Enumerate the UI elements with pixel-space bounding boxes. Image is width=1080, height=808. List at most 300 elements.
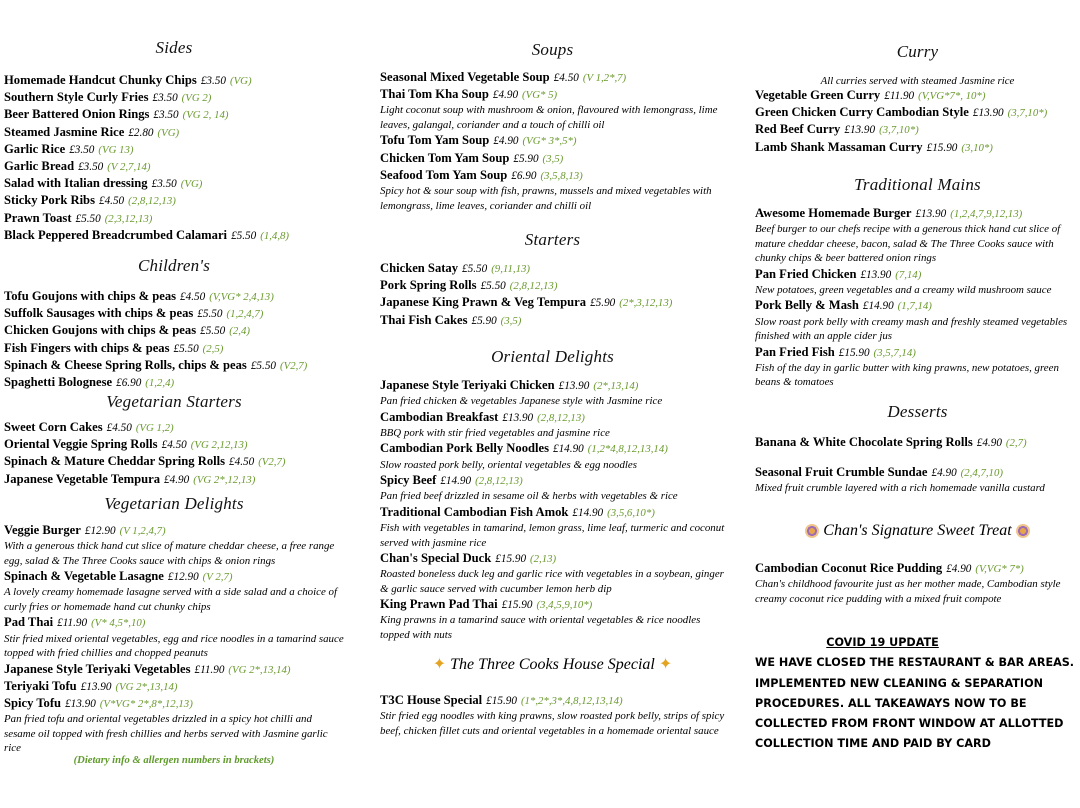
menu-item-description: Mixed fruit crumble layered with a rich homemade vanilla custard (755, 482, 1045, 495)
section-oriental-delights (380, 347, 725, 642)
menu-item (4, 661, 344, 678)
menu-item-name: Suffolk Sausages with chips & peas (4, 306, 194, 321)
menu-item (4, 471, 344, 488)
menu-item-line (755, 297, 1080, 314)
section-title: Desserts (887, 402, 948, 421)
menu-item-name: Pan Fried Fish (755, 344, 835, 359)
menu-item-name: Lamb Shank Massaman Curry (755, 139, 923, 154)
menu-item-name: Spaghetti Bolognese (4, 375, 113, 390)
menu-item-description: BBQ pork with stir fried vegetables and jasmine rice (380, 426, 610, 439)
menu-item-price: £5.50 (197, 308, 223, 321)
menu-item-price: £4.90 (976, 437, 1002, 449)
covid-line: COLLECTED FROM FRONT WINDOW AT ALLOTTED (755, 717, 1064, 731)
menu-item-line (4, 374, 344, 391)
section-vegetarian-starters (4, 392, 344, 488)
menu-item-price: £5.50 (480, 280, 506, 293)
menu-item (4, 106, 344, 123)
section-sides (4, 38, 344, 244)
menu-item-name: Veggie Burger (4, 523, 81, 537)
menu-item-price: £4.90 (493, 135, 519, 148)
menu-item-price: £14.90 (552, 443, 584, 456)
menu-item-price: £14.90 (862, 300, 894, 313)
menu-item-price: £13.90 (65, 698, 96, 711)
menu-item-name: Spicy Beef (380, 473, 437, 488)
menu-item-line (380, 312, 725, 329)
section-house-special (380, 654, 725, 738)
menu-item-line (755, 560, 1080, 577)
menu-item-price: £5.50 (75, 212, 101, 225)
menu-item-price: £4.50 (161, 439, 187, 452)
menu-item-allergens: (3,5,7,14) (873, 346, 916, 359)
menu-item (4, 192, 344, 209)
menu-item-allergens: (VG 1,2) (135, 422, 174, 434)
menu-item-allergens: (VG) (229, 75, 252, 87)
menu-item-price: £15.90 (926, 141, 958, 154)
menu-item-description: Stir fried mixed oriental vegetables, egg and rice noodles in a tamarind sauce topped with fried chillies and chopped peanuts (4, 632, 344, 660)
menu-item-price: £4.50 (553, 72, 579, 84)
menu-item (380, 167, 725, 213)
menu-item-name: Green Chicken Curry Cambodian Style (755, 105, 969, 120)
menu-item (4, 158, 344, 175)
menu-item-name: Seasonal Mixed Vegetable Soup (380, 70, 550, 84)
menu-item-price: £11.90 (57, 617, 88, 630)
menu-item-description: Stir fried egg noodles with king prawns, slow roasted pork belly, strips of spicy beef, chicken fillet cuts and oriental vegetables in a homemade oriental sauce (380, 710, 725, 737)
menu-item-line (380, 377, 725, 394)
menu-item-name: Japanese Style Teriyaki Chicken (380, 378, 555, 392)
menu-item (380, 472, 725, 504)
menu-item-price: £13.90 (844, 124, 876, 137)
menu-item (4, 210, 344, 227)
menu-item (380, 440, 725, 472)
menu-item-line (4, 357, 344, 374)
menu-item-line (4, 210, 344, 227)
menu-item-line (4, 453, 344, 470)
menu-item-description: Chan's childhood favourite just as her mother made, Cambodian style creamy coconut rice pudding with a mixed fruit compote (755, 578, 1061, 605)
menu-item-allergens: (VG 2) (181, 92, 212, 105)
menu-item-price: £4.90 (946, 563, 972, 575)
menu-item-price: £2.80 (128, 126, 154, 139)
menu-item (4, 322, 344, 339)
menu-item-name: Red Beef Curry (755, 122, 841, 137)
menu-item-allergens: (V,VG*7*, 10*) (918, 90, 986, 102)
menu-item (4, 175, 344, 192)
menu-item-allergens: (2,3,12,13) (104, 212, 153, 225)
menu-item-line (4, 614, 344, 631)
menu-item-price: £11.90 (194, 663, 225, 676)
menu-item-line (4, 678, 344, 695)
section-childrens (4, 256, 344, 391)
menu-item-allergens: (1,2,4) (145, 377, 175, 390)
menu-item (380, 132, 725, 149)
menu-item-description: New potatoes, green vegetables and a creamy wild mushroom sauce (755, 283, 1052, 296)
menu-item-allergens: (V,VG* 7*) (975, 563, 1024, 575)
menu-item (4, 227, 344, 244)
menu-item-description: Pan fried beef drizzled in sesame oil & herbs with vegetables & rice (380, 490, 678, 503)
menu-item-price: £15.90 (486, 695, 517, 707)
menu-item (755, 266, 1080, 298)
menu-item (4, 436, 344, 453)
menu-item-price: £5.50 (231, 229, 257, 242)
menu-item-allergens: (V*VG* 2*,8*,12,13) (99, 698, 193, 711)
menu-item (380, 504, 725, 550)
menu-item-allergens: (V 1,2*,7) (582, 72, 627, 84)
menu-item-name: Thai Tom Kha Soup (380, 87, 489, 102)
menu-item (4, 695, 344, 756)
menu-item-allergens: (3,5) (542, 152, 564, 165)
menu-item-price: £4.90 (931, 467, 957, 480)
menu-item-description: Slow roast pork belly with creamy mash and freshly steamed vegetables finished with an apple cider jus (755, 315, 1068, 343)
menu-item-allergens: (V2,7) (258, 456, 286, 469)
menu-item-description: With a generous thick hand cut slice of mature cheddar cheese, a free range egg, salad & The Three Cooks sauce with chips & onion rings (4, 540, 335, 567)
menu-item (380, 550, 725, 596)
covid-line: WE HAVE CLOSED THE RESTAURANT & BAR AREAS. (755, 656, 1075, 670)
menu-item-line (4, 471, 344, 488)
menu-item-allergens: (2,4,7,10) (960, 467, 1003, 480)
menu-item-price: £11.90 (884, 90, 915, 102)
menu-item-price: £3.50 (69, 143, 95, 156)
covid-line: IMPLEMENTED NEW CLEANING & SEPARATION (755, 676, 1043, 690)
menu-item-line (380, 277, 725, 294)
menu-item (4, 568, 344, 614)
menu-item-line (380, 692, 725, 709)
menu-item (4, 374, 344, 391)
menu-item-price: £4.90 (164, 473, 190, 486)
menu-item-name: Spinach & Vegetable Lasagne (4, 569, 164, 584)
menu-item-price: £3.50 (78, 161, 104, 174)
menu-item-line (4, 192, 344, 209)
menu-item-price: £14.90 (440, 475, 472, 488)
menu-item-price: £4.50 (229, 456, 255, 469)
menu-item-line (755, 121, 1080, 138)
menu-item-name: Garlic Rice (4, 141, 66, 156)
menu-item-line (4, 288, 344, 305)
menu-item-name: Pork Spring Rolls (380, 278, 477, 293)
menu-item-name: Sticky Pork Ribs (4, 193, 95, 208)
menu-item-name: Fish Fingers with chips & peas (4, 340, 170, 355)
menu-item (4, 141, 344, 158)
menu-item-line (380, 69, 725, 86)
menu-item-price: £6.90 (511, 169, 537, 182)
menu-item-allergens: (3,7,10*) (1007, 107, 1048, 120)
menu-item-name: Chicken Satay (380, 261, 459, 275)
menu-item-description: Spicy hot & sour soup with fish, prawns, mussels and mixed vegetables with lemongrass, lime leaves, coriander and chilli oil (380, 185, 712, 212)
menu-item-name: Pork Belly & Mash (755, 298, 859, 313)
menu-item-allergens: (2*,3,12,13) (619, 297, 673, 310)
menu-item-allergens: (1,4,8) (260, 229, 290, 242)
star-icon: ✦ (658, 656, 673, 673)
section-starters (380, 230, 725, 329)
covid-line: PROCEDURES. ALL TAKEAWAYS NOW TO BE (755, 696, 1027, 710)
menu-item-name: Chicken Goujons with chips & peas (4, 323, 197, 338)
menu-item (755, 139, 1080, 156)
menu-item-allergens: (VG 13) (98, 143, 134, 156)
menu-item-price: £4.90 (492, 89, 519, 102)
menu-item-description: Slow roasted pork belly, oriental vegetables & egg noodles (380, 458, 637, 471)
menu-item-line (4, 175, 344, 192)
menu-item-allergens: (VG 2*,13,14) (115, 680, 178, 693)
menu-item-line (4, 436, 344, 453)
menu-item (380, 277, 725, 294)
curry-note: All curries served with steamed Jasmine rice (820, 75, 1015, 87)
menu-item-allergens: (V* 4,5*,10) (91, 617, 146, 630)
menu-item-price: £15.90 (495, 553, 527, 566)
menu-item-line (4, 124, 344, 141)
section-soups (380, 40, 725, 213)
menu-item-line (4, 158, 344, 175)
menu-item-line (4, 89, 344, 106)
menu-item-line (4, 568, 344, 585)
menu-item-allergens: (V2,7) (280, 359, 308, 372)
section-title: Chan's Signature Sweet Treat (823, 522, 1012, 539)
menu-item-name: Sweet Corn Cakes (4, 420, 103, 434)
lollipop-icon (805, 524, 819, 538)
menu-item (4, 357, 344, 374)
menu-item-line (4, 419, 344, 436)
section-desserts (755, 402, 1080, 496)
menu-item-name: Black Peppered Breadcrumbed Calamari (4, 227, 228, 242)
section-title: Vegetarian Delights (104, 494, 244, 513)
menu-item (4, 419, 344, 436)
menu-item-allergens: (2,8,12,13) (475, 475, 523, 488)
section-title-row (380, 654, 725, 674)
menu-item-price: £13.90 (915, 208, 947, 220)
menu-item-description: Beef burger to our chefs recipe with a generous thick hand cut slice of mature cheddar cheese, bacon, salad & The Three Cooks sauce with chunky chips & beer battered onion rings (755, 223, 1061, 265)
menu-item-line (4, 72, 344, 89)
menu-item-allergens: (V 2,7) (202, 571, 233, 584)
menu-item-allergens: (2,8,12,13) (509, 280, 558, 293)
menu-item-allergens: (2,8,12,13) (537, 411, 585, 424)
menu-item-line (4, 305, 344, 322)
menu-item-line (4, 522, 344, 539)
menu-item-price: £13.90 (80, 680, 112, 693)
menu-item-allergens: (VG 2*,13,14) (228, 663, 291, 676)
menu-item-name: Pad Thai (4, 615, 54, 630)
menu-item-line (4, 322, 344, 339)
menu-item-allergens: (1,2,4,7) (226, 308, 264, 321)
covid-title: COVID 19 UPDATE (826, 636, 939, 649)
menu-item-description: King prawns in a tamarind sauce with oriental vegetables & rice noodles topped with nuts (380, 614, 701, 641)
menu-item-description: Fish of the day in garlic butter with king prawns, new potatoes, green beans & tomatoes (755, 361, 1059, 389)
menu-item-price: £13.90 (972, 107, 1004, 120)
menu-item-price: £5.90 (590, 297, 616, 310)
menu-item-description: Pan fried chicken & vegetables Japanese style with Jasmine rice (380, 395, 663, 408)
menu-item-name: Beer Battered Onion Rings (4, 107, 150, 122)
menu-item-price: £12.90 (167, 571, 199, 584)
menu-item-allergens: (1*,2*,3*,4,8,12,13,14) (520, 695, 623, 707)
menu-item-price: £15.90 (838, 346, 870, 359)
menu-item-name: Banana & White Chocolate Spring Rolls (755, 435, 973, 449)
menu-item-line (4, 661, 344, 678)
menu-item (755, 297, 1080, 343)
section-curry (755, 42, 1080, 156)
menu-item-name: Seafood Tom Yam Soup (380, 167, 508, 182)
menu-item (755, 560, 1080, 606)
section-title: Traditional Mains (854, 175, 981, 194)
menu-item-price: £12.90 (84, 525, 116, 537)
menu-item-name: Teriyaki Tofu (4, 678, 77, 693)
menu-item-name: Spinach & Cheese Spring Rolls, chips & peas (4, 357, 247, 372)
menu-item-price: £3.50 (153, 109, 179, 122)
section-traditional-mains (755, 175, 1080, 390)
menu-item-allergens: (VG* 3*,5*) (522, 135, 577, 148)
menu-item-name: Awesome Homemade Burger (755, 206, 912, 220)
menu-item-name: Cambodian Pork Belly Noodles (380, 441, 549, 456)
covid-line: COLLECTION TIME AND PAID BY CARD (755, 737, 991, 751)
menu-item (380, 409, 725, 441)
menu-item-allergens: (1,2,4,7,9,12,13) (950, 208, 1023, 220)
menu-item (755, 464, 1080, 496)
menu-item-allergens: (V 1,2,4,7) (119, 525, 166, 537)
menu-item-line (755, 139, 1080, 156)
menu-item-allergens: (3,5,8,13) (540, 169, 583, 182)
menu-item-line (755, 87, 1080, 104)
menu-item-allergens: (2*,13,14) (593, 380, 639, 392)
menu-item-line (4, 340, 344, 357)
menu-item-allergens: (1,2*4,8,12,13,14) (587, 443, 668, 456)
menu-item-line (755, 266, 1080, 283)
section-title: Vegetarian Starters (106, 392, 242, 411)
menu-item-description: Light coconut soup with mushroom & onion, flavoured with lemongrass, lime leaves, galangal, coriander and a touch of chilli oil (380, 104, 718, 131)
menu-item-line (4, 695, 344, 712)
menu-item (755, 344, 1080, 390)
menu-item-line (380, 294, 725, 311)
menu-item (380, 150, 725, 167)
menu-item-line (4, 227, 344, 244)
menu-item-allergens: (VG 2, 14) (182, 109, 229, 122)
menu-item-line (380, 440, 725, 457)
menu-item (755, 434, 1080, 451)
menu-item-name: Cambodian Breakfast (380, 409, 499, 424)
menu-item-price: £13.90 (860, 268, 892, 281)
menu-item-line (380, 504, 725, 521)
menu-item-name: Spicy Tofu (4, 696, 62, 711)
menu-item (380, 377, 725, 409)
menu-item-name: Japanese Style Teriyaki Vegetables (4, 661, 191, 676)
menu-item (380, 596, 725, 642)
menu-item-line (380, 86, 725, 103)
menu-item-price: £4.50 (98, 195, 125, 208)
menu-item-name: Pan Fried Chicken (755, 266, 857, 281)
menu-item-price: £14.90 (572, 506, 604, 519)
menu-item-name: Vegetable Green Curry (755, 88, 881, 102)
section-title: Starters (524, 230, 581, 249)
menu-item (380, 69, 725, 86)
menu-item-allergens: (7,14) (895, 268, 922, 281)
menu-item-allergens: (2,4) (229, 325, 250, 338)
menu-item-price: £4.50 (180, 291, 206, 303)
star-icon: ✦ (432, 656, 447, 673)
menu-item-price: £3.50 (152, 92, 178, 105)
menu-item-name: Garlic Bread (4, 159, 75, 174)
menu-item-allergens: (2,13) (530, 553, 557, 566)
menu-item-allergens: (3,7,10*) (879, 124, 919, 137)
menu-item (4, 124, 344, 141)
menu-item-allergens: (VG) (180, 178, 203, 191)
menu-item (4, 305, 344, 322)
menu-item-price: £5.50 (462, 263, 488, 275)
menu-item (755, 104, 1080, 121)
section-title: Sides (155, 38, 193, 57)
menu-item (755, 205, 1080, 266)
menu-item-line (755, 464, 1080, 481)
menu-item (4, 678, 344, 695)
dietary-info-footer: (Dietary info & allergen numbers in brackets) (73, 755, 275, 766)
menu-item (4, 453, 344, 470)
menu-item (4, 614, 344, 660)
menu-item-name: Chicken Tom Yam Soup (380, 150, 510, 165)
menu-item-allergens: (3,4,5,9,10*) (536, 599, 593, 612)
menu-item-name: Southern Style Curly Fries (4, 90, 149, 105)
menu-item (380, 294, 725, 311)
menu-item-name: Homemade Handcut Chunky Chips (4, 73, 197, 87)
menu-item-price: £5.50 (173, 342, 199, 355)
menu-item-price: £5.50 (200, 325, 226, 338)
menu-item (380, 260, 725, 277)
menu-item-allergens: (V 2,7,14) (107, 161, 151, 174)
menu-item-name: Traditional Cambodian Fish Amok (380, 504, 569, 519)
menu-item-price: £15.90 (501, 599, 533, 612)
menu-item-name: Chan's Special Duck (380, 551, 492, 566)
menu-item-name: Tofu Goujons with chips & peas (4, 289, 177, 303)
menu-item-description: A lovely creamy homemade lasagne served with a side salad and a choice of curly fries or homemade hand cut chunky chips (4, 586, 337, 613)
menu-item-allergens: (V,VG* 2,4,13) (209, 291, 274, 303)
menu-item-line (4, 141, 344, 158)
menu-item-price: £5.50 (250, 359, 276, 372)
menu-item-line (380, 596, 725, 613)
menu-item-name: T3C House Special (380, 693, 483, 707)
menu-item-line (380, 150, 725, 167)
menu-item-line (380, 132, 725, 149)
menu-item-name: Thai Fish Cakes (380, 312, 468, 327)
menu-item-allergens: (VG 2*,12,13) (193, 473, 256, 486)
menu-item-allergens: (2,8,12,13) (128, 195, 176, 208)
menu-item-allergens: (VG 2,12,13) (190, 439, 248, 452)
menu-item-line (4, 106, 344, 123)
menu-item (4, 522, 344, 568)
menu-item-name: Salad with Italian dressing (4, 176, 148, 191)
menu-item-allergens: (VG* 5) (522, 89, 558, 102)
menu-item (4, 72, 344, 89)
section-title: The Three Cooks House Special (450, 656, 655, 673)
menu-item-allergens: (3,5) (500, 314, 522, 327)
section-title: Curry (896, 42, 939, 61)
section-title: Soups (531, 40, 574, 59)
menu-item (380, 692, 725, 738)
menu-item-allergens: (1,7,14) (897, 300, 932, 313)
section-vegetarian-delights (4, 494, 344, 756)
menu-item-price: £13.90 (502, 411, 534, 424)
menu-item-line (380, 409, 725, 426)
menu-item-price: £3.50 (200, 75, 226, 87)
menu-item-price: £6.90 (116, 377, 142, 390)
menu-item-allergens: (9,11,13) (491, 263, 530, 275)
section-title-row (755, 522, 1080, 540)
menu-item-line (380, 472, 725, 489)
menu-item-name: Japanese Vegetable Tempura (4, 471, 161, 486)
menu-item-name: Tofu Tom Yam Soup (380, 133, 490, 148)
menu-item-price: £13.90 (558, 380, 590, 392)
menu-item-allergens: (2,5) (202, 342, 224, 355)
menu-item-line (380, 260, 725, 277)
menu-item-line (755, 434, 1080, 451)
menu-item-name: Steamed Jasmine Rice (4, 124, 125, 139)
menu-item-name: Spinach & Mature Cheddar Spring Rolls (4, 454, 226, 469)
menu-item-line (755, 104, 1080, 121)
menu-item-price: £5.90 (471, 314, 497, 327)
menu-item-price: £5.90 (513, 152, 539, 165)
menu-item-description: Fish with vegetables in tamarind, lemon grass, lime leaf, turmeric and coconut served with jasmine rice (380, 522, 725, 549)
menu-item-price: £3.50 (151, 178, 177, 191)
